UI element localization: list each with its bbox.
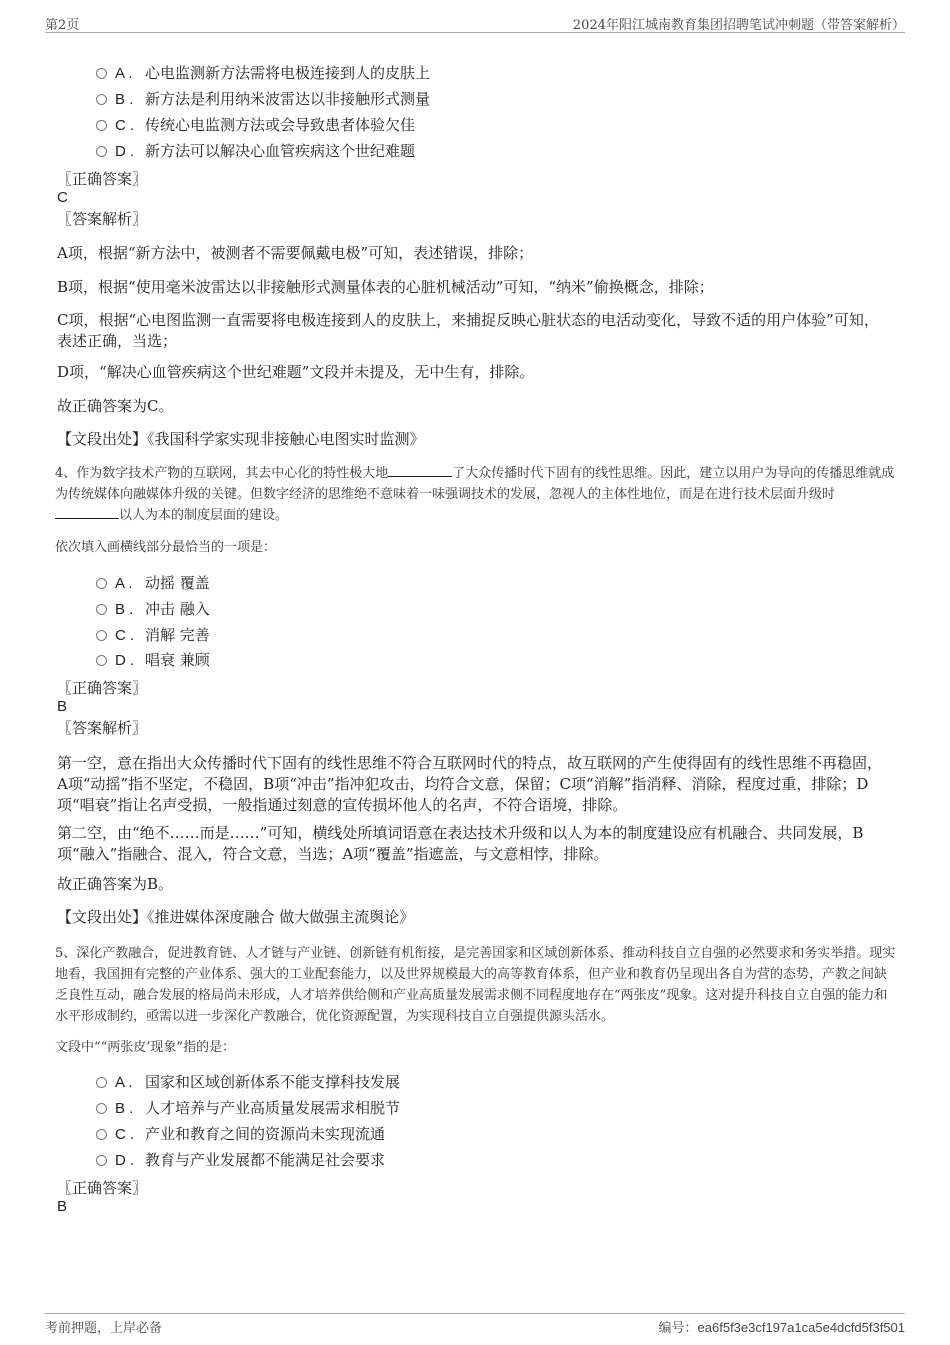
answer-value: B: [57, 698, 68, 715]
answer-label: 〖正确答案〗: [57, 1179, 148, 1197]
radio-icon[interactable]: [96, 68, 107, 79]
option-d[interactable]: D . 新方法可以解决心血管疾病这个世纪难题: [96, 141, 415, 161]
option-d[interactable]: D . 唱衰 兼顾: [96, 650, 210, 670]
option-c[interactable]: C . 消解 完善: [96, 625, 210, 645]
analysis-conclusion: 故正确答案为C。: [57, 397, 174, 415]
page-footer: [45, 1313, 905, 1338]
source-citation: 【文段出处】《推进媒体深度融合 做大做强主流舆论》: [57, 908, 415, 926]
source-citation: 【文段出处】《我国科学家实现非接触心电图实时监测》: [57, 430, 425, 448]
analysis-paragraph: 第一空，意在指出大众传播时代下固有的线性思维不符合互联网时代的特点，故互联网的产生使得固有的线性思维不再稳固，A项“动摇”指不坚定，不稳固，B项“冲击”指冲犯攻击，均符合文意，保留；C项“消解”指消释、消除，程度过重，排除；D项“唱衰”指让名声受损，一般指通过刻意的宣传损坏他人的名声，不符合语境，排除。: [57, 754, 883, 814]
radio-icon[interactable]: [96, 120, 107, 131]
option-a[interactable]: A . 国家和区域创新体系不能支撑科技发展: [96, 1072, 400, 1092]
option-a[interactable]: A . 动摇 覆盖: [96, 573, 210, 593]
radio-icon[interactable]: [96, 1129, 107, 1140]
option-c[interactable]: C . 产业和教育之间的资源尚未实现流通: [96, 1124, 385, 1144]
radio-icon[interactable]: [96, 146, 107, 157]
answer-value: B: [57, 1198, 68, 1215]
answer-label: 〖正确答案〗: [57, 679, 148, 697]
fill-blank: [388, 464, 452, 477]
question-prompt: 文段中““两张皮’现象”指的是：: [55, 1040, 236, 1055]
answer-value: C: [57, 189, 68, 206]
option-b[interactable]: B . 冲击 融入: [96, 599, 210, 619]
radio-icon[interactable]: [96, 1103, 107, 1114]
option-b[interactable]: B . 人才培养与产业高质量发展需求相脱节: [96, 1098, 400, 1118]
footer-slogan: 考前押题，上岸必备: [45, 1321, 163, 1336]
analysis-paragraph: D项，“解决心血管疾病这个世纪难题”文段并未提及，无中生有，排除。: [57, 363, 535, 381]
option-c[interactable]: C . 传统心电监测方法或会导致患者体验欠佳: [96, 115, 415, 135]
option-d[interactable]: D . 教育与产业发展都不能满足社会要求: [96, 1150, 385, 1170]
analysis-label: 〖答案解析〗: [57, 719, 148, 737]
radio-icon[interactable]: [96, 604, 107, 615]
analysis-label: 〖答案解析〗: [57, 210, 148, 228]
answer-label: 〖正确答案〗: [57, 170, 148, 188]
page-header: [45, 10, 905, 33]
option-a[interactable]: A . 心电监测新方法需将电极连接到人的皮肤上: [96, 63, 430, 83]
analysis-conclusion: 故正确答案为B。: [57, 875, 174, 893]
question-stem: 4、作为数字技术产物的互联网，其去中心化的特性极大地 了大众传播时代下固有的线性思维。因此，建立以用户为导向的传播思维就成为传统媒体向融媒体升级的关键。但数字经济的思维绝不意味着一味强调技术的发展，忽视人的主体性地位，而是在进行技术层面升级时以人为本的制度层面的建设。: [55, 466, 895, 523]
question-prompt: 依次填入画横线部分最恰当的一项是：: [55, 540, 277, 555]
analysis-paragraph: 第二空，由“绝不……而是……”可知，横线处所填词语意在表达技术升级和以人为本的制度建设应有机融合、共同发展，B项“融入”指融合、混入，符合文意，当选；A项“覆盖”指遮盖，与文意相悖，排除。: [57, 824, 864, 863]
radio-icon[interactable]: [96, 630, 107, 641]
document-code: 编号：ea6f5f3e3cf197a1ca5e4dcfd5f3f501: [658, 1320, 905, 1336]
radio-icon[interactable]: [96, 1077, 107, 1088]
radio-icon[interactable]: [96, 94, 107, 105]
question-stem: 5、深化产教融合，促进教育链、人才链与产业链、创新链有机衔接，是完善国家和区域创新体系、推动科技自立自强的必然要求和务实举措。现实地看，我国拥有完整的产业体系、强大的工业配套能力，以及世界规模最大的高等教育体系，但产业和教育仍呈现出各自为营的态势，产教之间缺乏良性互动，融合发展的格局尚未形成，人才培养供给侧和产业高质量发展需求侧不同程度地存在“两张皮”现象。这对提升科技自立自强的能力和水平形成制约，亟需以进一步深化产教融合，优化资源配置，为实现科技自立自强提供源头活水。: [55, 946, 896, 1024]
analysis-paragraph: B项，根据“使用毫米波雷达以非接触形式测量体表的心脏机械活动”可知，“纳米”偷换概念，排除；: [57, 278, 714, 296]
option-b[interactable]: B . 新方法是利用纳米波雷达以非接触形式测量: [96, 89, 430, 109]
analysis-paragraph: A项，根据“新方法中，被测者不需要佩戴电极”可知，表述错误，排除；: [57, 244, 534, 262]
fill-blank: [55, 506, 119, 519]
document-title: 2024年阳江城南教育集团招聘笔试冲刺题（带答案解析）: [572, 18, 905, 33]
page-number: 第2页: [45, 18, 80, 33]
analysis-paragraph: C项，根据“心电图监测一直需要将电极连接到人的皮肤上，来捕捉反映心脏状态的电活动变化，导致不适的用户体验”可知，表述正确，当选；: [57, 311, 879, 350]
radio-icon[interactable]: [96, 1155, 107, 1166]
radio-icon[interactable]: [96, 578, 107, 589]
radio-icon[interactable]: [96, 655, 107, 666]
